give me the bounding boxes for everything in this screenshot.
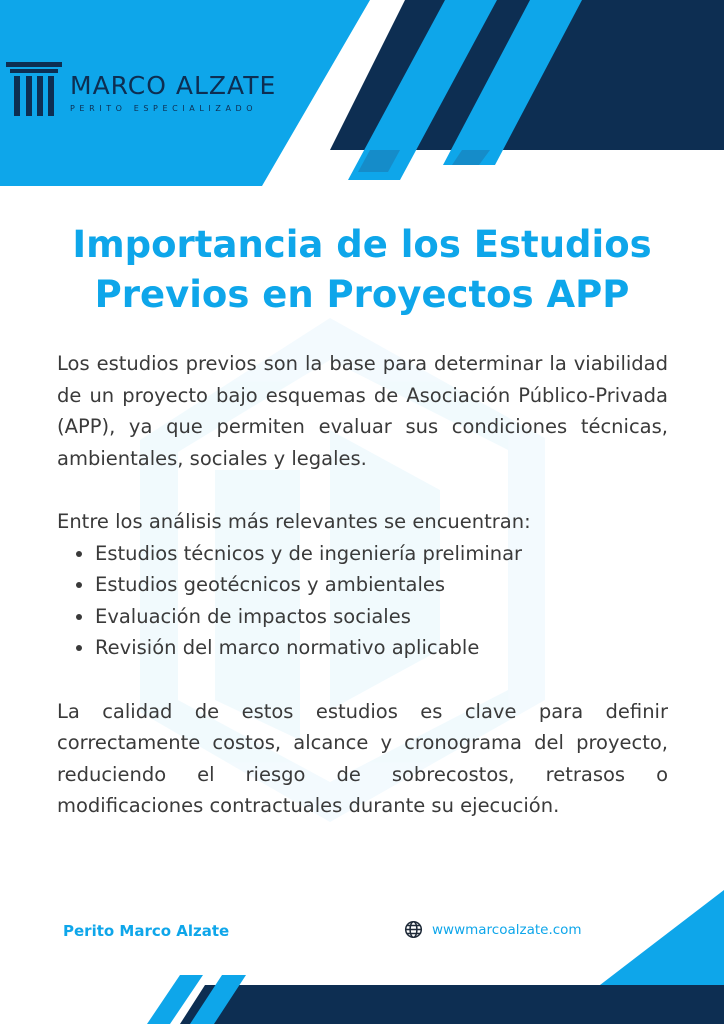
intro-paragraph: Los estudios previos son la base para determinar la viabilidad de un proyecto bajo esquemas de Asociación Público-Privada (APP), ya que permiten evaluar sus condiciones técnicas, ambientales, sociales y legales. [57, 352, 668, 470]
brand-logo [6, 62, 276, 122]
list-item: • Evaluación de impactos sociales [95, 601, 668, 633]
footer-author: Perito Marco Alzate [63, 922, 230, 940]
conclusion-paragraph: La calidad de estos estudios es clave para definir correctamente costos, alcance y cronograma del proyecto, reduciendo el riesgo de sobrecostos, retrasos o modificaciones contractuales durante su ejecución. [57, 699, 668, 817]
brand-name: MARCO ALZATE [70, 70, 277, 100]
globe-icon [404, 920, 423, 939]
analysis-list [57, 538, 668, 664]
columns-logo-icon [6, 62, 62, 122]
footer-website[interactable] [404, 920, 582, 939]
list-item: • Revisión del marco normativo aplicable [95, 632, 668, 664]
brand-subtitle: PERITO ESPECIALIZADO [70, 103, 258, 113]
list-item: • Estudios técnicos y de ingeniería preliminar [95, 538, 668, 570]
body-content [57, 348, 668, 822]
list-item: • Estudios geotécnicos y ambientales [95, 569, 668, 601]
title-line-2: Previos en Proyectos APP [94, 273, 630, 316]
footer-blue-wedge [600, 890, 724, 985]
list-intro: Entre los análisis más relevantes se encuentran: [57, 510, 531, 533]
website-link[interactable]: wwwmarcoalzate.com [432, 921, 582, 938]
footer-navy-band [180, 985, 724, 1024]
title-line-1: Importancia de los Estudios [72, 223, 652, 266]
page-title [20, 220, 704, 320]
